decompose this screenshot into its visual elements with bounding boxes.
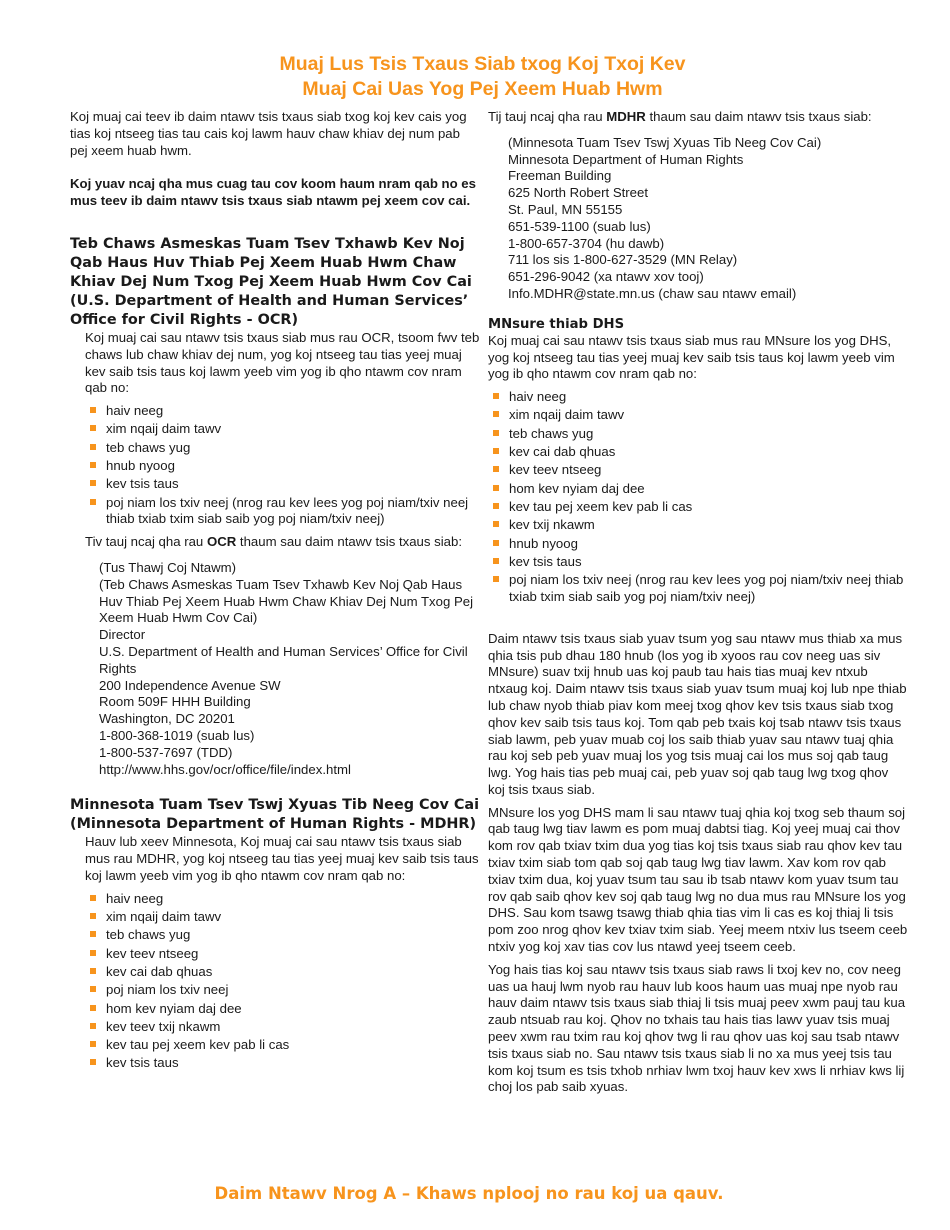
list-item: teb chaws yug (90, 440, 480, 457)
list-item: kev tsis taus (90, 1055, 480, 1072)
mdhr-intro: Hauv lub xeev Minnesota, Koj muaj cai sau ntawv tsis txaus siab mus rau MDHR, yog koj ntseeg tau tias yeej muaj kev saib tsis taus koj lawm yeeb vim yog ib qho ntawm cov nram qab no: (85, 834, 479, 883)
list-item: hnub nyoog (90, 458, 480, 475)
bullet-square-icon (493, 558, 499, 564)
list-item: hom kev nyiam daj dee (493, 481, 908, 498)
bullet-square-icon (493, 430, 499, 436)
list-item: hnub nyoog (493, 536, 908, 553)
bullet-square-icon (493, 576, 499, 582)
mdhr-contact-line: Tij tauj ncaj qha rau MDHR thaum sau daim ntawv tsis txaus siab: (488, 109, 872, 124)
document-title (0, 52, 950, 102)
intro-paragraph: Koj muaj cai teev ib daim ntawv tsis txaus siab txog koj kev cais yog tias koj ntseeg tias tau cais koj lawm hauv chaw khiav dej num pab pej xeem huab hwm. (70, 109, 467, 158)
title-line-2: Muaj Cai Uas Yog Pej Xeem Huab Hwm (302, 78, 663, 100)
mdhr-email-link[interactable]: Info.MDHR@state.mn.us (chaw sau ntawv email) (508, 285, 797, 301)
bullet-square-icon (90, 425, 96, 431)
list-item: haiv neeg (493, 389, 908, 406)
list-item: haiv neeg (90, 891, 480, 908)
bullet-square-icon (90, 499, 96, 505)
list-item: kev tau pej xeem kev pab li cas (493, 499, 908, 516)
retaliation-paragraph: Yog hais tias koj sau ntawv tsis txaus siab raws li txoj kev no, cov neeg uas ua hauj lwm nyob rau hauv lub koos haum uas muaj npe nyob rau hauv daim ntawv tsis txaus siab thiaj li tsis muaj peev xwm pauj tau kua zaub ntsuab rau koj. Qhov no txhais tau hais tias lawv yuav tsis muaj peev xwm rau txim rau koj qhov twg li rau qhov uas koj sau tsab ntawv tsis txaus siab no. Sau ntawv tsis txaus siab li no xa mus yeej tsis tau kom koj tsum es tsis txhob nrhiav lwm txoj hauv kev xws li nrhiav kws lij choj los pab saib xyuas. (488, 961, 906, 1095)
bullet-square-icon (493, 540, 499, 546)
list-item: haiv neeg (90, 403, 480, 420)
ocr-bullet-list (85, 403, 480, 528)
right-column (488, 109, 908, 1096)
list-item: kev tsis taus (493, 554, 908, 571)
bullet-square-icon (90, 480, 96, 486)
appeal-paragraph: MNsure los yog DHS mam li sau ntawv tuaj qhia koj txog seb thaum soj qab taug lwg tiav lawm es pom muaj dabtsi tiag. Koj yeej muaj cai thov kom rov qab txiav txim dua yog tias koj tsis txaus siab rau qhov kev tau txiav txim siab tom qab soj qab taug lwg tiav lawm. Xav kom rov qab txiav txim dua, koj yuav tsum tau sau ib tsab ntawv kom yuav tsum tau rov qab saib qhov kev soj qab taug lwg no dua mus rau MNsure los yog DHS. Sau kom tsawg tsawg thiab qhia tias vim li cas es koj thiaj li tsis pom zoo nrog qhov kev txiav txim siab. Yeej meem ntxiv lus tseem ceeb ntxiv yog koj xav tias cov lus ntawd yeej tseem ceeb. (488, 804, 908, 955)
bullet-square-icon (90, 968, 96, 974)
list-item: kev tau pej xeem kev pab li cas (90, 1037, 480, 1054)
list-item: poj niam los txiv neej (90, 982, 480, 999)
ocr-contact-line: Tiv tauj ncaj qha rau OCR thaum sau daim ntawv tsis txaus siab: (85, 534, 463, 550)
bullet-square-icon (90, 407, 96, 413)
bullet-square-icon (90, 913, 96, 919)
list-item: xim nqaij daim tawv (493, 407, 908, 424)
ocr-intro: Koj muaj cai sau ntawv tsis txaus siab mus rau OCR, tsoom fwv teb chaws lub chaw khiav dej num, yog koj ntseeg tau tias yeej muaj kev saib tsis taus koj lawm yeeb vim yog ib qho ntawm cov nram qab no: (85, 329, 480, 396)
bullet-square-icon (90, 986, 96, 992)
list-item: kev teev ntseeg (493, 462, 908, 479)
bullet-square-icon (493, 448, 499, 454)
bullet-square-icon (493, 393, 499, 399)
mdhr-address-block: (Minnesota Tuam Tsev Tswj Xyuas Tib Neeg Cov Cai) Minnesota Department of Human Rights Freeman Building 625 North Robert Street St. Paul, MN 55155 651-539-1100 (suab lus) 1-800-657-3704 (hu dawb) 711 los sis 1-800-627-3529 (MN Relay) 651-296-9042 (xa ntawv xov tooj) Info.MDHR@state.mn.us (chaw sau ntawv email) (488, 135, 908, 303)
bullet-square-icon (90, 1005, 96, 1011)
list-item: kev cai dab qhuas (493, 444, 908, 461)
bullet-square-icon (90, 895, 96, 901)
list-item: hom kev nyiam daj dee (90, 1001, 480, 1018)
list-item: kev txij nkawm (493, 517, 908, 534)
mdhr-heading: Minnesota Tuam Tsev Tswj Xyuas Tib Neeg Cov Cai (Minnesota Department of Human Rights - MDHR) (70, 797, 480, 833)
title-line-1: Muaj Lus Tsis Txaus Siab txog Koj Txoj Kev (279, 53, 686, 75)
list-item: kev teev txij nkawm (90, 1019, 480, 1036)
ocr-website-link[interactable]: http://www.hhs.gov/ocr/office/file/index.html (99, 761, 351, 777)
list-item: teb chaws yug (493, 426, 908, 443)
bullet-square-icon (493, 411, 499, 417)
mdhr-bullet-list (85, 891, 480, 1072)
filing-deadline-paragraph: Daim ntawv tsis txaus siab yuav tsum yog sau ntawv mus thiab xa mus qhia tsis pub dhau 180 hnub (los yog ib xyoos rau cov neeg uas siv MNsure) suav txij hnub uas koj paub tau hais tias muaj kev ntxub ntxaug koj. Daim ntawv tsis txaus siab yuav tsum muaj koj lub npe thiab lub chaw nyob thiab piav kom meej txog qhov kev tsis txaus siab txog qhov kev saib tsis taus koj. Tom qab peb txais koj tsab ntawv tsis txaus siab lawm, peb yuav muab coj los saib thiab yuav sau ntawv tuaj qhia rau koj seb peb yuav muaj los yog tsis muaj cai los mus soj qab taug lwg. Yog hais tias peb muaj cai, peb yuav soj qab taug lwg txog qhov koj tsis txaus siab. (488, 630, 907, 797)
ocr-address-block: (Tus Thawj Coj Ntawm) (Teb Chaws Asmeskas Tuam Tsev Txhawb Kev Noj Qab Haus Huv Thiab Pej Xeem Huab Hwm Chaw Khiav Dej Num Txog Pej Xeem Huab Hwm Cov Cai) Director U.S. Department of Health and Human Services’ Office for Civil Rights 200 Independence Avenue SW Room 509F HHH Building Washington, DC 20201 1-800-368-1019 (suab lus) 1-800-537-7697 (TDD) http://www.hhs.gov/ocr/office/file/index.html (85, 560, 480, 778)
mnsure-heading: MNsure thiab DHS (488, 316, 625, 332)
bullet-square-icon (90, 1059, 96, 1065)
bullet-square-icon (90, 1041, 96, 1047)
list-item: kev teev ntseeg (90, 946, 480, 963)
bullet-square-icon (90, 950, 96, 956)
bullet-square-icon (493, 521, 499, 527)
bullet-square-icon (90, 931, 96, 937)
footer-note: Daim Ntawv Nrog A – Khaws nplooj no rau koj ua qauv. (214, 1184, 724, 1203)
bullet-square-icon (493, 466, 499, 472)
bullet-square-icon (493, 503, 499, 509)
bullet-square-icon (90, 462, 96, 468)
bullet-square-icon (90, 1023, 96, 1029)
bullet-square-icon (493, 485, 499, 491)
list-item: poj niam los txiv neej (nrog rau kev lees yog poj niam/txiv neej thiab txiab txim siab saib yog poj niam/txiv neej) (90, 495, 480, 529)
left-column (70, 109, 480, 1074)
mnsure-intro: Koj muaj cai sau ntawv tsis txaus siab mus rau MNsure los yog DHS, yog koj ntseeg tau tias yeej muaj kev saib tsis taus koj lawm yeeb vim yog ib qho ntawm cov nram qab no: (488, 332, 895, 382)
list-item: kev cai dab qhuas (90, 964, 480, 981)
list-item: teb chaws yug (90, 927, 480, 944)
bullet-square-icon (90, 444, 96, 450)
intro-bold-paragraph: Koj yuav ncaj qha mus cuag tau cov koom haum nram qab no es mus teev ib daim ntawv tsis txaus siab ntawm pej xeem cov cai. (70, 176, 476, 209)
ocr-heading: Teb Chaws Asmeskas Tuam Tsev Txhawb Kev Noj Qab Haus Huv Thiab Pej Xeem Huab Hwm Chaw Khiav Dej Num Txog Pej Xeem Huab Hwm Cov Cai (U.S. Department of Health and Human Services’ Office for Civil Rights - OCR) (70, 235, 472, 328)
list-item: kev tsis taus (90, 476, 480, 493)
list-item: xim nqaij daim tawv (90, 909, 480, 926)
mnsure-bullet-list (488, 389, 908, 606)
list-item: xim nqaij daim tawv (90, 421, 480, 438)
list-item: poj niam los txiv neej (nrog rau kev lees yog poj niam/txiv neej thiab txiab txim siab saib yog poj niam/txiv neej) (493, 572, 908, 606)
